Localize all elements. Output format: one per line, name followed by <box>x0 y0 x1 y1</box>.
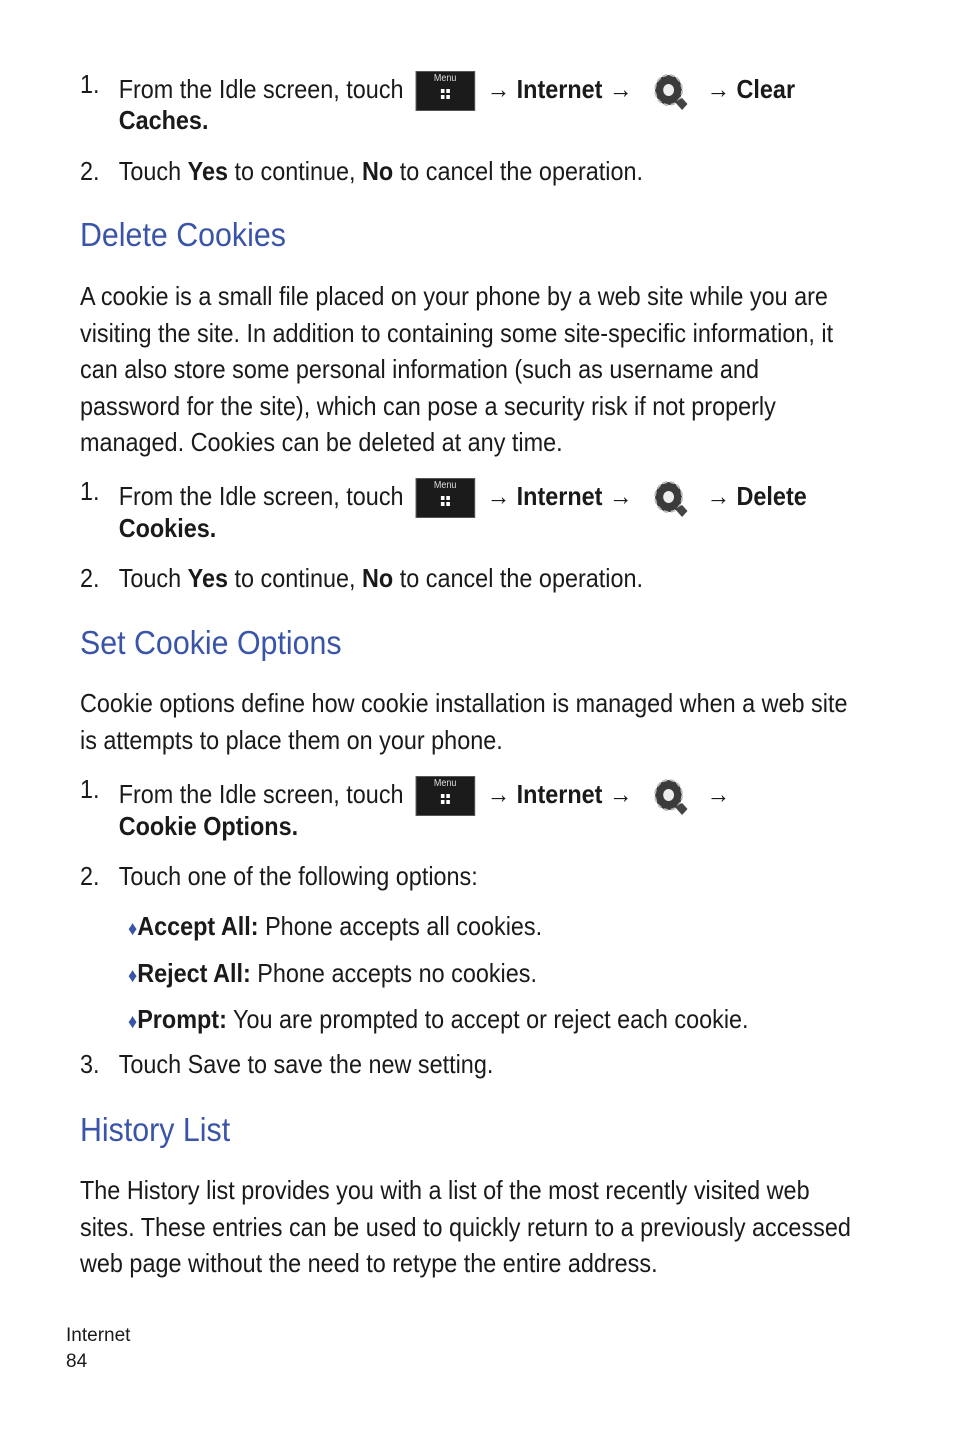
paragraph-line: sites. These entries can be used to quickly return to a previously accessed <box>80 1211 851 1242</box>
step-number: 1. <box>80 476 100 506</box>
section-heading-history-list: History List <box>80 1111 231 1148</box>
action-label-continued: Caches. <box>118 105 209 135</box>
step-number: 1. <box>80 69 100 99</box>
step-text: Touch Save to save the new setting. <box>118 1049 494 1079</box>
arrow: → <box>608 778 633 809</box>
paragraph-line: A cookie is a small file placed on your phone by a web site while you are <box>80 281 828 311</box>
step-text: Touch <box>118 563 182 593</box>
internet-label: Internet <box>516 73 603 104</box>
arrow: → <box>486 480 511 511</box>
action-label-continued: Cookies. <box>118 513 217 543</box>
arrow: → <box>706 73 731 104</box>
step-text: to continue, <box>234 563 356 593</box>
page-number: 84 <box>66 1351 88 1372</box>
step-number: 2. <box>80 563 100 593</box>
menu-button-icon: Menu <box>415 71 474 111</box>
paragraph-line: can also store some personal information (such as username and <box>80 354 759 384</box>
internet-label: Internet <box>516 480 603 511</box>
option-accept-all <box>128 908 542 947</box>
option-description: Phone accepts no cookies. <box>257 958 537 988</box>
paragraph-line: The History list provides you with a list of the most recently visited web <box>80 1175 810 1205</box>
option-description: Phone accepts all cookies. <box>265 911 543 941</box>
arrow: → <box>608 73 633 104</box>
step-text: From the Idle screen, touch <box>118 778 404 809</box>
step-number: 2. <box>80 156 100 186</box>
arrow: → <box>706 778 731 809</box>
option-label: Reject All: <box>137 958 251 988</box>
no-label: No <box>362 156 394 186</box>
diamond-bullet-icon: ♦ <box>128 965 138 987</box>
paragraph-line: password for the site), which can pose a security risk if not properly <box>80 390 776 421</box>
action-label-continued: Cookie Options. <box>118 811 299 841</box>
history-list-paragraph <box>80 1172 851 1282</box>
step-text: Touch one of the following options: <box>118 861 478 891</box>
step-text: From the Idle screen, touch <box>118 480 404 511</box>
section-heading-delete-cookies: Delete Cookies <box>80 216 286 253</box>
settings-gear-icon <box>646 771 693 821</box>
settings-gear-icon <box>646 473 693 523</box>
cookie-options-paragraph <box>80 685 847 758</box>
section-heading-set-cookie-options: Set Cookie Options <box>80 624 342 661</box>
arrow: → <box>706 480 731 511</box>
step-text: to cancel the operation. <box>399 156 644 186</box>
step-number: 1. <box>80 774 100 804</box>
paragraph-line: managed. Cookies can be deleted at any time. <box>80 427 563 457</box>
step-number: 2. <box>80 861 100 891</box>
step-text: to cancel the operation. <box>399 563 644 593</box>
step-text: From the Idle screen, touch <box>118 73 404 104</box>
arrow: → <box>486 778 511 809</box>
yes-label: Yes <box>187 563 229 593</box>
action-label: Delete <box>736 480 807 511</box>
paragraph-line: web page without the need to retype the entire address. <box>80 1248 658 1278</box>
step-text: Touch <box>118 156 182 186</box>
footer-section-name: Internet <box>66 1325 131 1346</box>
option-description: You are prompted to accept or reject each cookie. <box>232 1004 749 1034</box>
paragraph-line: is attempts to place them on your phone. <box>80 724 503 755</box>
paragraph-line: Cookie options define how cookie installation is managed when a web site <box>80 688 848 718</box>
no-label: No <box>362 563 394 593</box>
arrow: → <box>486 73 511 104</box>
arrow: → <box>608 480 633 511</box>
option-label: Accept All: <box>137 911 259 941</box>
diamond-bullet-icon: ♦ <box>128 918 138 940</box>
menu-button-icon: Menu <box>415 478 474 518</box>
option-prompt <box>128 1001 749 1040</box>
option-reject-all <box>128 955 537 994</box>
menu-button-icon: Menu <box>415 776 474 816</box>
delete-cookies-paragraph <box>80 278 833 461</box>
internet-label: Internet <box>516 778 603 809</box>
yes-label: Yes <box>187 156 229 186</box>
paragraph-line: visiting the site. In addition to containing some site-specific information, it <box>80 317 834 348</box>
diamond-bullet-icon: ♦ <box>128 1011 138 1033</box>
option-label: Prompt: <box>137 1004 227 1034</box>
step-text: to continue, <box>234 156 356 186</box>
settings-gear-icon <box>646 66 693 116</box>
action-label: Clear <box>736 73 796 104</box>
step-number: 3. <box>80 1049 100 1079</box>
